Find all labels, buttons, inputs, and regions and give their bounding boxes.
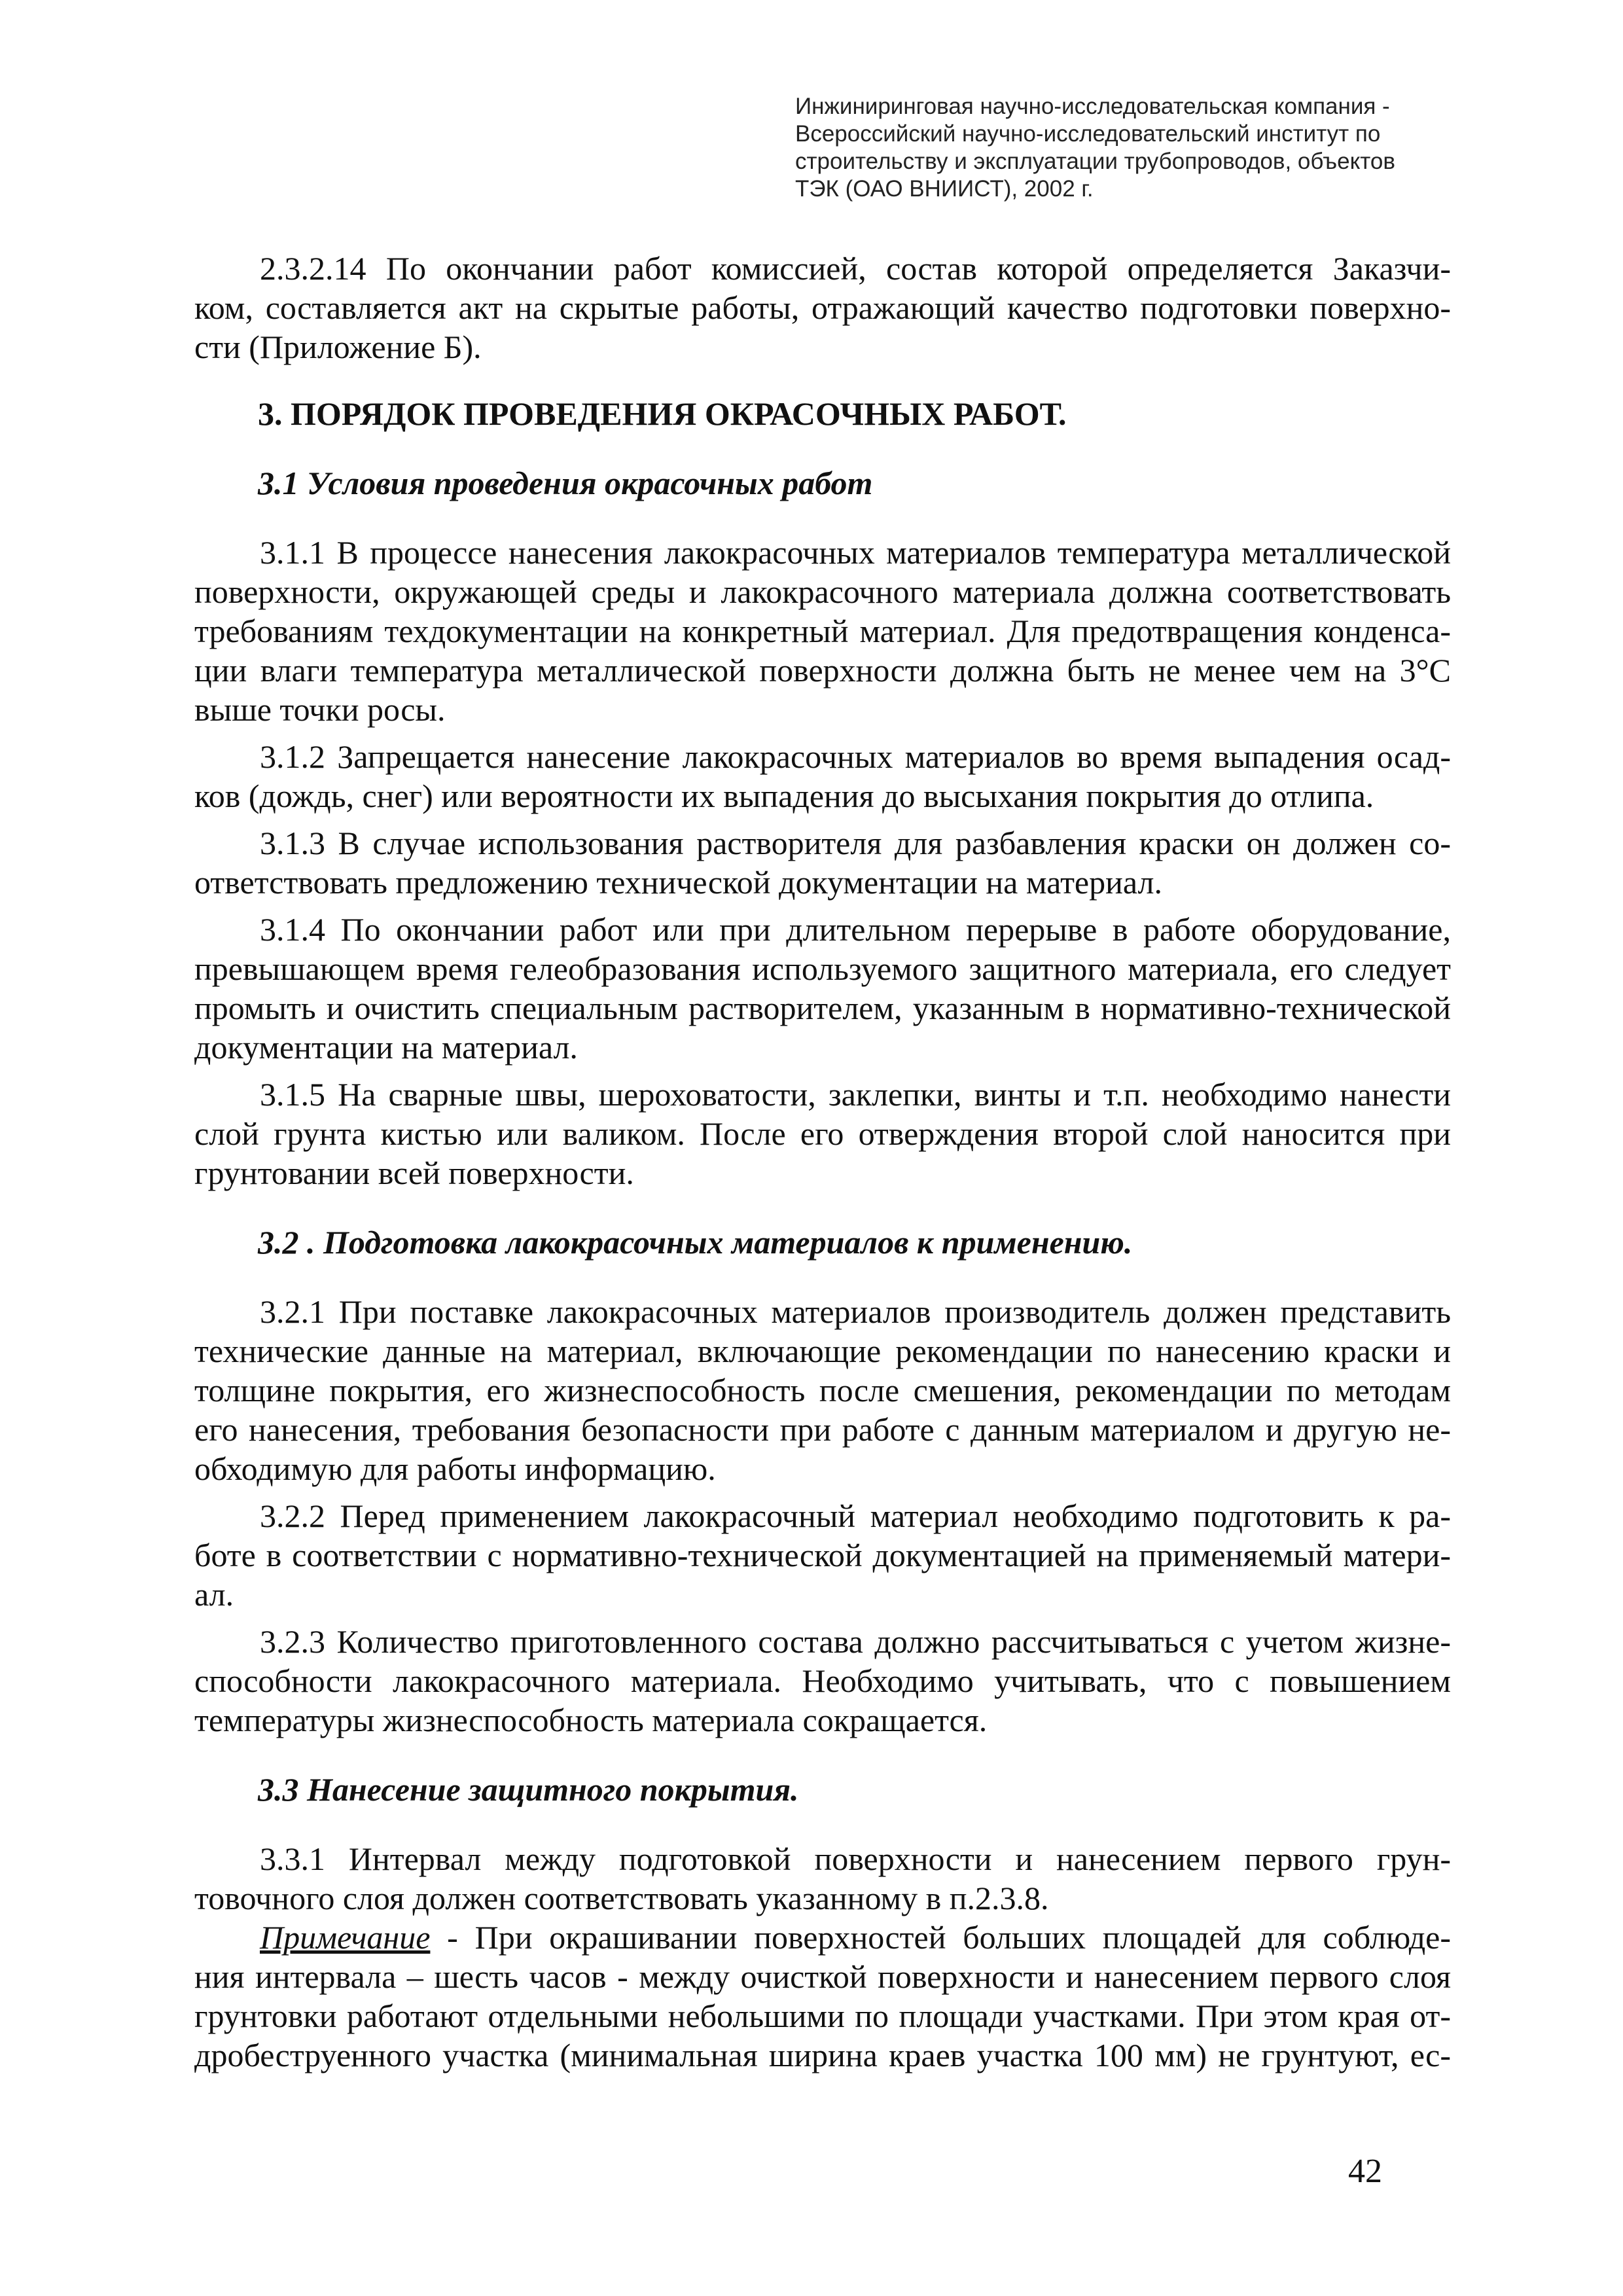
document-body — [194, 249, 1451, 2075]
text-line: слой грунта кистью или валиком. После его отверждения второй слой наносится при — [194, 1115, 1451, 1152]
text-line: 3.2.1 При поставке лакокрасочных материалов производитель должен представить — [260, 1293, 1451, 1330]
paragraph-2-3-2-14 — [194, 249, 1451, 367]
text-line: 2.3.2.14 По окончании работ комиссией, состав которой определяется Заказчи- — [260, 250, 1451, 287]
subsection-3-3-heading: 3.3 Нанесение защитного покрытия. — [258, 1771, 799, 1808]
text-line: 3.1.5 На сварные швы, шероховатости, заклепки, винты и т.п. необходимо нанести — [260, 1076, 1451, 1113]
text-line: температуры жизнеспособность материала сокращается. — [194, 1702, 988, 1738]
text-line: промыть и очистить специальным растворителем, указанным в нормативно-технической — [194, 990, 1451, 1026]
note-label: Примечание — [260, 1919, 431, 1956]
text-line: ков (дождь, снег) или вероятности их выпадения до высыхания покрытия до отлипа. — [194, 778, 1374, 814]
text-line: грунтовании всей поверхности. — [194, 1155, 634, 1191]
section-3-heading: 3. ПОРЯДОК ПРОВЕДЕНИЯ ОКРАСОЧНЫХ РАБОТ. — [258, 395, 1067, 432]
text-line: боте в соответствии с нормативно-технической документацией на применяемый матери- — [194, 1537, 1451, 1573]
text-line: технические данные на материал, включающие рекомендации по нанесению краски и — [194, 1333, 1451, 1369]
note-text: - При окрашивании поверхностей больших площадей для соблюде- — [430, 1919, 1451, 1956]
paragraph-3-1-3 — [194, 823, 1451, 902]
text-line: товочного слоя должен соответствовать указанному в п.2.3.8. — [194, 1880, 1049, 1916]
text-line: ции влаги температура металлической поверхности должна быть не менее чем на 3°С — [194, 652, 1451, 689]
paragraph-3-1-2 — [194, 737, 1451, 816]
text-line: ком, составляется акт на скрытые работы, отражающий качество подготовки поверхно- — [194, 289, 1451, 326]
text-line: 3.2.3 Количество приготовленного состава должно рассчитываться с учетом жизне- — [260, 1623, 1451, 1660]
paragraph-3-2-2 — [194, 1496, 1451, 1614]
text-line: дробеструенного участка (минимальная ширина краев участка 100 мм) не грунтуют, ес- — [194, 2037, 1451, 2073]
paragraph-3-2-3 — [194, 1622, 1451, 1740]
text-line: превышающем время гелеобразования используемого защитного материала, его следует — [194, 950, 1451, 987]
text-line: 3.1.4 По окончании работ или при длительном перерыве в работе оборудование, — [260, 911, 1451, 948]
text-line: документации на материал. — [194, 1029, 578, 1066]
paragraph-3-1-1 — [194, 533, 1451, 729]
text-line: обходимую для работы информацию. — [194, 1450, 716, 1487]
subsection-3-2-heading: 3.2 . Подготовка лакокрасочных материалов к применению. — [258, 1224, 1133, 1261]
page-number: 42 — [1348, 2153, 1382, 2190]
paragraph-3-1-4 — [194, 910, 1451, 1067]
text-line: 3.2.2 Перед применением лакокрасочный материал необходимо подготовить к ра- — [260, 1498, 1451, 1534]
text-line: 3.1.2 Запрещается нанесение лакокрасочных материалов во время выпадения осад- — [260, 738, 1451, 775]
document-header — [795, 93, 1450, 203]
text-line: способности лакокрасочного материала. Необходимо учитывать, что с повышением — [194, 1662, 1451, 1699]
paragraph-3-2-1 — [194, 1292, 1451, 1488]
paragraph-3-1-5 — [194, 1075, 1451, 1193]
header-line: Всероссийский научно-исследовательский институт по — [795, 121, 1381, 147]
text-line: ал. — [194, 1576, 234, 1613]
text-line: 3.1.3 В случае использования растворителя для разбавления краски он должен со- — [260, 825, 1451, 861]
text-line: его нанесения, требования безопасности при работе с данным материалом и другую не- — [194, 1411, 1451, 1448]
text-line: ответствовать предложению технической документации на материал. — [194, 864, 1162, 901]
note-paragraph — [194, 1918, 1451, 2075]
text-line: поверхности, окружающей среды и лакокрасочного материала должна соответствовать — [194, 573, 1451, 610]
text-line: грунтовки работают отдельными небольшими по площади участками. При этом края от- — [194, 1998, 1451, 2034]
note-first-line — [194, 1918, 1451, 1957]
header-line: строительству и эксплуатации трубопроводов, объектов — [795, 149, 1395, 174]
text-line: выше точки росы. — [194, 691, 446, 728]
header-line: Инжиниринговая научно-исследовательская компания - — [795, 94, 1390, 119]
paragraph-3-3-1 — [194, 1839, 1451, 1918]
text-line: 3.1.1 В процессе нанесения лакокрасочных материалов температура металлической — [260, 534, 1451, 571]
text-line: сти (Приложение Б). — [194, 329, 482, 365]
text-line: ния интервала – шесть часов - между очисткой поверхности и нанесением первого слоя — [194, 1958, 1451, 1995]
text-line: 3.3.1 Интервал между подготовкой поверхности и нанесением первого грун- — [260, 1840, 1451, 1877]
text-line: требованиям техдокументации на конкретный материал. Для предотвращения конденса- — [194, 613, 1451, 649]
subsection-3-1-heading: 3.1 Условия проведения окрасочных работ — [258, 465, 873, 501]
header-line: ТЭК (ОАО ВНИИСТ), 2002 г. — [795, 176, 1094, 202]
text-line: толщине покрытия, его жизнеспособность после смешения, рекомендации по методам — [194, 1372, 1451, 1408]
